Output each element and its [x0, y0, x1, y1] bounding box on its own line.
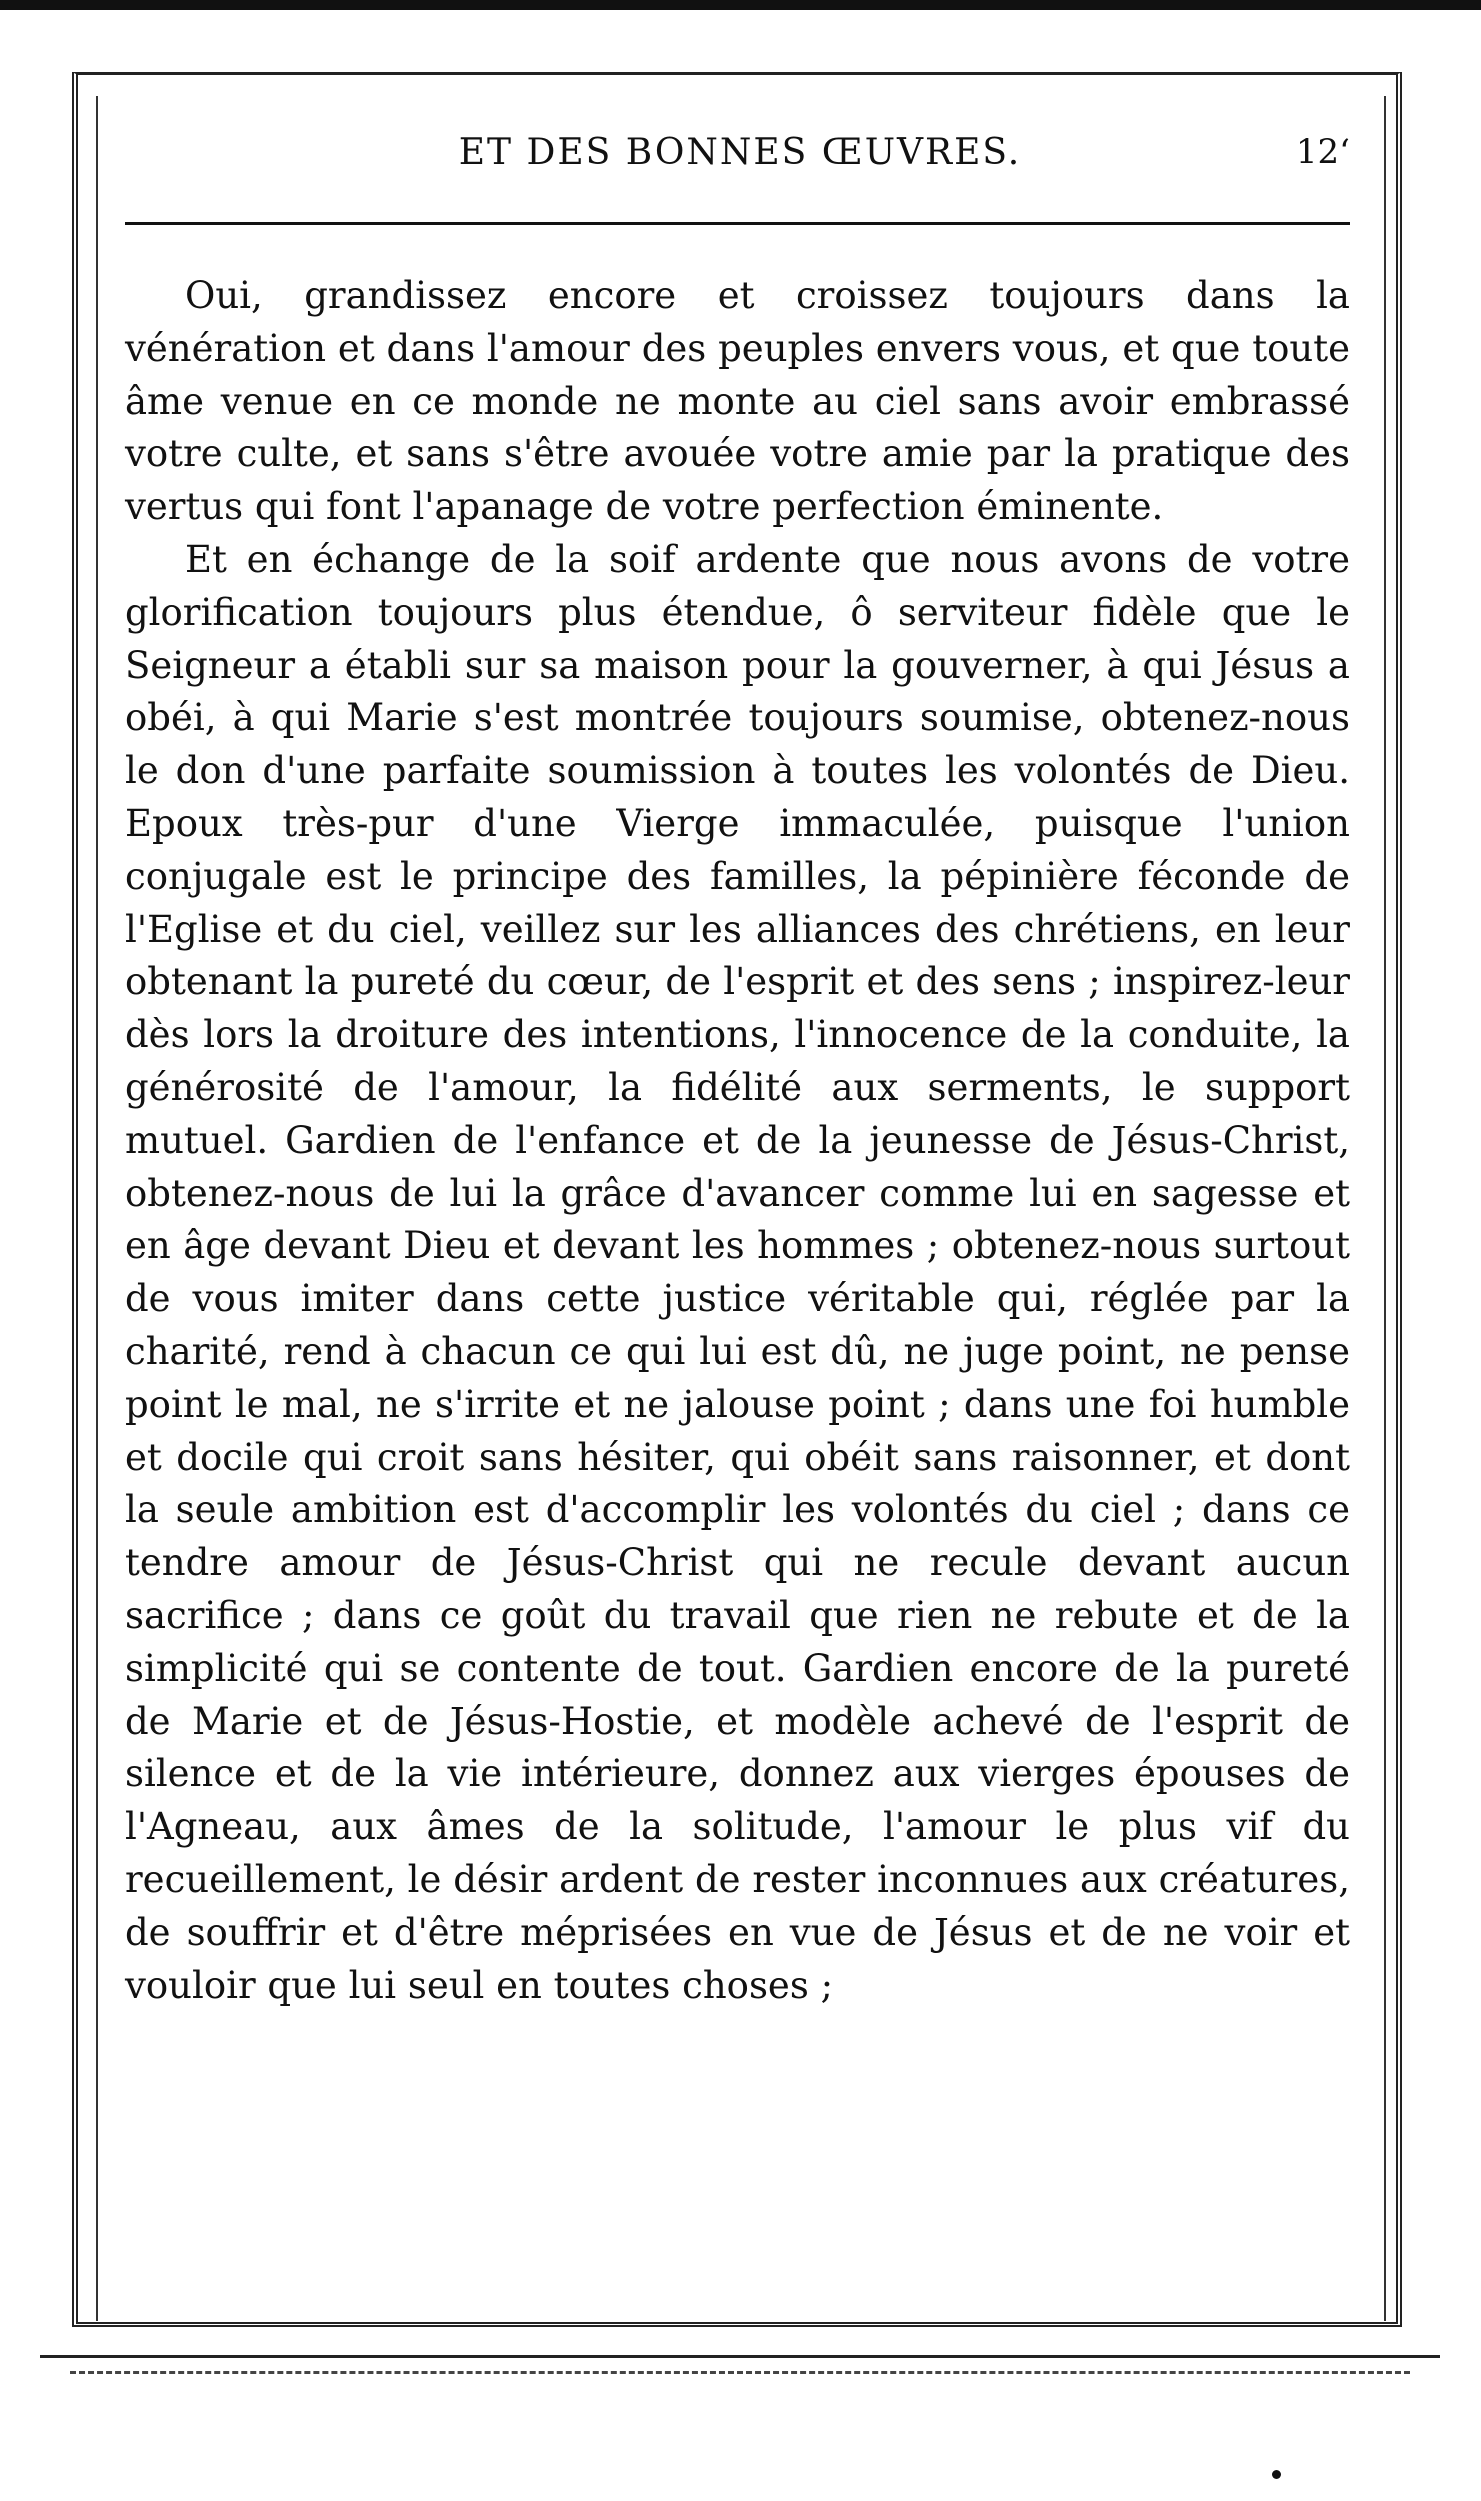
paragraph: Oui, grandissez encore et croissez toujours dans la vénération et dans l'amour des peuples envers vous, et que toute âme venue en ce monde ne monte au ciel sans avoir embrassé votre culte, et sans s'être avouée votre amie par la pratique des vertus qui font l'apanage de votre perfection éminente. [125, 274, 1350, 529]
page-header [130, 120, 1350, 180]
top-border-rule [0, 0, 1481, 10]
bottom-dashed-rule [70, 2371, 1410, 2374]
body-text [125, 270, 1350, 2012]
page-number: 12‘ [1295, 132, 1350, 172]
bottom-rule [40, 2355, 1440, 2358]
ink-dot [1272, 2470, 1281, 2479]
bottom-border-rules [40, 2355, 1440, 2395]
running-title: ET DES BONNES ŒUVRES. [458, 132, 1022, 173]
header-rule [125, 222, 1350, 225]
paragraph: Et en échange de la soif ardente que nous avons de votre glorification toujours plus étendue, ô serviteur fidèle que le Seigneur a établi sur sa maison pour la gouverner, à qui Jésus a obéi, à qui Marie s'est montrée toujours soumise, obtenez-nous le don d'une parfaite soumission à toutes les volontés de Dieu. Epoux très-pur d'une Vierge immaculée, puisque l'union conjugale est le principe des familles, la pépinière féconde de l'Eglise et du ciel, veillez sur les alliances des chrétiens, en leur obtenant la pureté du cœur, de l'esprit et des sens ; inspirez-leur dès lors la droiture des intentions, l'innocence de la conduite, la générosité de l'amour, la fidélité aux serments, le support mutuel. Gardien de l'enfance et de la jeunesse de Jésus-Christ, obtenez-nous de lui la grâce d'avancer comme lui en sagesse et en âge devant Dieu et devant les hommes ; obtenez-nous surtout de vous imiter dans cette justice véritable qui, réglée par la charité, rend à chacun ce qui lui est dû, ne juge point, ne pense point le mal, ne s'irrite et ne jalouse point ; dans une foi humble et docile qui croit sans hésiter, qui obéit sans raisonner, et dont la seule ambition est d'accomplir les volontés du ciel ; dans ce tendre amour de Jésus-Christ qui ne recule devant aucun sacrifice ; dans ce goût du travail que rien ne rebute et de la simplicité qui se contente de tout. Gardien encore de la pureté de Marie et de Jésus-Hostie, et modèle achevé de l'esprit de silence et de la vie intérieure, donnez aux vierges épouses de l'Agneau, aux âmes de la solitude, l'amour le plus vif du recueillement, le désir ardent de rester inconnues aux créatures, de souffrir et d'être méprisées en vue de Jésus et de ne voir et vouloir que lui seul en toutes choses ; [125, 537, 1350, 2007]
